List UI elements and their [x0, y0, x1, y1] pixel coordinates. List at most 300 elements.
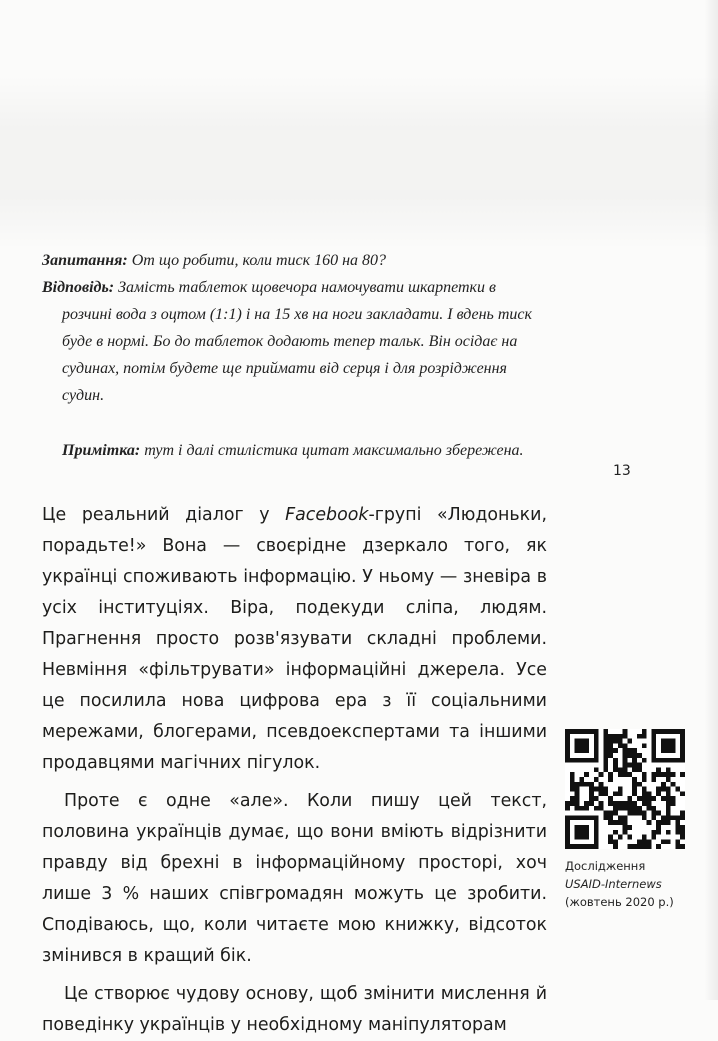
qr-module	[666, 739, 671, 744]
qr-module	[623, 753, 628, 758]
qr-module	[565, 820, 570, 825]
qr-module	[570, 796, 575, 801]
note-text: тут і далі стилістика цитат максимально збережена.	[140, 442, 524, 459]
qr-module	[575, 830, 580, 835]
qr-module	[666, 820, 671, 825]
qr-module	[594, 729, 599, 734]
qr-module	[623, 748, 628, 753]
page-number: 13	[613, 463, 631, 479]
qr-module	[618, 815, 623, 820]
qr-module	[575, 791, 580, 796]
qr-module	[608, 777, 613, 782]
qr-module	[651, 806, 656, 811]
qr-module	[603, 767, 608, 772]
qr-module	[666, 787, 671, 792]
qr-module	[647, 796, 652, 801]
qr-module	[603, 787, 608, 792]
qr-module	[632, 787, 637, 792]
qr-module	[579, 835, 584, 840]
qr-module	[579, 782, 584, 787]
qr-module	[666, 839, 671, 844]
qr-module	[575, 844, 580, 849]
answer-label: Відповідь:	[42, 279, 115, 296]
qr-module	[584, 835, 589, 840]
qr-module	[632, 763, 637, 768]
qr-module	[627, 772, 632, 777]
qr-module	[599, 787, 604, 792]
qr-module	[623, 830, 628, 835]
qr-module	[666, 777, 671, 782]
qr-module	[584, 830, 589, 835]
qr-module	[675, 825, 680, 830]
qr-module	[570, 815, 575, 820]
qr-module	[594, 758, 599, 763]
qr-module	[565, 753, 570, 758]
qr-module	[647, 820, 652, 825]
qr-module	[666, 830, 671, 835]
qr-module	[627, 844, 632, 849]
qr-module	[651, 815, 656, 820]
qr-module	[632, 748, 637, 753]
qr-module	[623, 820, 628, 825]
qr-module	[675, 844, 680, 849]
qr-module	[661, 815, 666, 820]
qr-module	[623, 767, 628, 772]
qr-module	[584, 748, 589, 753]
qr-module	[618, 787, 623, 792]
qr-module	[575, 801, 580, 806]
qr-module	[603, 811, 608, 816]
qr-module	[589, 782, 594, 787]
qr-module	[599, 782, 604, 787]
qr-module	[632, 844, 637, 849]
qr-module	[613, 820, 618, 825]
qr-module	[671, 729, 676, 734]
qr-module	[623, 758, 628, 763]
qr-module	[666, 796, 671, 801]
qr-module	[661, 743, 666, 748]
qr-module	[594, 820, 599, 825]
qr-module	[680, 748, 685, 753]
qr-module	[603, 739, 608, 744]
qr-module	[618, 772, 623, 777]
qr-module	[613, 801, 618, 806]
qr-module	[627, 806, 632, 811]
qr-module	[680, 844, 685, 849]
qr-module	[671, 815, 676, 820]
qr-module	[594, 777, 599, 782]
qr-module	[618, 743, 623, 748]
qr-module	[570, 782, 575, 787]
qr-module	[637, 839, 642, 844]
qr-module	[594, 739, 599, 744]
qr-module	[613, 734, 618, 739]
qr-caption-line1: Дослідження	[565, 859, 646, 873]
qr-module	[575, 782, 580, 787]
qr-module	[565, 806, 570, 811]
qr-module	[632, 806, 637, 811]
qr-module	[642, 835, 647, 840]
qr-module	[570, 844, 575, 849]
qr-module	[579, 844, 584, 849]
qr-module	[675, 820, 680, 825]
qr-module	[651, 748, 656, 753]
bleed-through-shade	[0, 75, 718, 250]
qr-module	[608, 748, 613, 753]
qr-module	[651, 753, 656, 758]
qr-module	[603, 763, 608, 768]
qr-module	[627, 801, 632, 806]
qr-module	[603, 748, 608, 753]
quote-answer	[42, 274, 547, 409]
qr-module	[632, 777, 637, 782]
qr-module	[570, 777, 575, 782]
qr-module	[637, 763, 642, 768]
qr-module	[613, 767, 618, 772]
qr-module	[575, 729, 580, 734]
qr-module	[642, 844, 647, 849]
qr-module	[656, 825, 661, 830]
qr-module	[579, 758, 584, 763]
qr-module	[642, 777, 647, 782]
qr-module	[584, 806, 589, 811]
qr-module	[642, 758, 647, 763]
qr-module	[603, 758, 608, 763]
qr-module	[647, 839, 652, 844]
question-text: От що робити, коли тиск 160 на 80?	[127, 252, 387, 269]
qr-module	[565, 739, 570, 744]
qr-module	[642, 839, 647, 844]
qr-module	[666, 791, 671, 796]
qr-module	[642, 734, 647, 739]
qr-module	[666, 811, 671, 816]
qr-module	[637, 734, 642, 739]
qr-module	[627, 753, 632, 758]
qr-module	[613, 830, 618, 835]
qr-module	[637, 782, 642, 787]
qr-module	[632, 791, 637, 796]
qr-module	[651, 739, 656, 744]
qr-module	[594, 815, 599, 820]
qr-module	[680, 758, 685, 763]
qr-module	[666, 772, 671, 777]
qr-module	[661, 839, 666, 844]
qr-module	[671, 782, 676, 787]
qr-module	[594, 825, 599, 830]
qr-module	[651, 830, 656, 835]
qr-module	[599, 801, 604, 806]
qr-module	[656, 811, 661, 816]
qr-module	[642, 791, 647, 796]
qr-module	[666, 743, 671, 748]
qr-module	[570, 801, 575, 806]
qr-module	[608, 815, 613, 820]
qr-module	[579, 830, 584, 835]
qr-module	[627, 811, 632, 816]
qr-module	[584, 825, 589, 830]
qr-module	[579, 806, 584, 811]
qr-module	[651, 835, 656, 840]
qr-module	[575, 758, 580, 763]
qr-module	[666, 815, 671, 820]
qr-module	[618, 739, 623, 744]
qr-module	[599, 806, 604, 811]
quote-question	[42, 247, 547, 274]
qr-module	[584, 739, 589, 744]
qr-module	[608, 772, 613, 777]
paragraph-3: Це створює чудову основу, щоб змінити мислення й поведінку українців у необхідному маніпуляторам	[42, 984, 547, 1035]
qr-module	[656, 758, 661, 763]
qr-module	[680, 791, 685, 796]
facebook-term: Facebook	[285, 505, 369, 525]
qr-module	[647, 844, 652, 849]
note-label: Примітка:	[62, 442, 141, 459]
qr-module	[579, 739, 584, 744]
qr-module	[675, 758, 680, 763]
qr-module	[570, 758, 575, 763]
qr-module	[565, 835, 570, 840]
p1-rest: -групі «Людоньки, порадьте!» Вона — своєрідне дзеркало того, як українці споживають інформацію. У ньому — зневіра в усіх інституціях. Віра, подекуди сліпа, людям. Прагнення просто розв'язувати складні проблеми. Невміння «фільтрувати» інформаційні джерела. Усе це посилила нова цифрова ера з її соціальними мережами, блогерами, псевдоекспертами та іншими продавцями магічних пігулок.	[42, 505, 547, 773]
qr-module	[637, 753, 642, 758]
qr-module	[589, 791, 594, 796]
qr-module	[570, 772, 575, 777]
qr-module	[603, 815, 608, 820]
qr-module	[651, 796, 656, 801]
qr-module	[570, 787, 575, 792]
qr-module	[603, 753, 608, 758]
qr-module	[608, 734, 613, 739]
qr-module	[656, 787, 661, 792]
qr-module	[623, 772, 628, 777]
qr-module	[618, 734, 623, 739]
qr-module	[680, 835, 685, 840]
qr-module	[599, 791, 604, 796]
qr-module	[608, 820, 613, 825]
qr-module	[584, 801, 589, 806]
qr-module	[651, 777, 656, 782]
qr-module	[579, 825, 584, 830]
qr-module	[637, 767, 642, 772]
qr-module	[671, 796, 676, 801]
qr-module	[575, 835, 580, 840]
qr-module	[661, 796, 666, 801]
qr-module	[680, 753, 685, 758]
qr-module	[637, 811, 642, 816]
qr-module	[675, 839, 680, 844]
qr-module	[584, 729, 589, 734]
qr-module	[565, 830, 570, 835]
qr-module	[661, 787, 666, 792]
qr-module	[603, 734, 608, 739]
qr-module	[618, 820, 623, 825]
qr-module	[608, 835, 613, 840]
qr-module	[680, 743, 685, 748]
qr-module	[675, 830, 680, 835]
qr-module	[627, 739, 632, 744]
qr-module	[656, 844, 661, 849]
qr-module	[647, 806, 652, 811]
qr-module	[594, 767, 599, 772]
qr-module	[618, 806, 623, 811]
qr-module	[642, 796, 647, 801]
qr-module	[608, 739, 613, 744]
qr-module	[608, 811, 613, 816]
paragraph-2: Проте є одне «але». Коли пишу цей текст, половина українців думає, що вони вміють відрізнити правду від брехні в інформаційному просторі, хоч лише 3 % наших співгромадян можуть це зробити. Сподіваюсь, що, коли читаєте мою книжку, відсоток змінився в кращий бік.	[42, 791, 547, 966]
qr-module	[647, 801, 652, 806]
qr-module	[603, 743, 608, 748]
qr-module	[642, 801, 647, 806]
page-edge-shadow	[704, 0, 718, 1000]
qr-module	[579, 729, 584, 734]
qr-module	[608, 743, 613, 748]
qr-module	[675, 787, 680, 792]
qr-module	[623, 743, 628, 748]
qr-module	[594, 839, 599, 844]
qr-module	[680, 830, 685, 835]
qr-module	[589, 801, 594, 806]
qr-module	[579, 748, 584, 753]
qr-module	[565, 729, 570, 734]
qr-module	[565, 825, 570, 830]
qr-module	[680, 825, 685, 830]
qr-module	[666, 748, 671, 753]
qr-module	[675, 729, 680, 734]
quote-note	[42, 437, 547, 464]
paragraph-1	[42, 500, 547, 779]
qr-module	[637, 796, 642, 801]
qr-caption-line3: (жовтень 2020 р.)	[565, 895, 674, 909]
qr-module	[584, 772, 589, 777]
qr-module	[565, 758, 570, 763]
qr-module	[618, 791, 623, 796]
qr-module	[651, 758, 656, 763]
p1-start: Це реальний діалог у	[42, 505, 286, 525]
qr-module	[608, 839, 613, 844]
qr-module	[575, 748, 580, 753]
qr-module	[651, 772, 656, 777]
qr-module	[671, 739, 676, 744]
qr-module	[661, 758, 666, 763]
qr-module	[656, 830, 661, 835]
qr-module	[671, 772, 676, 777]
qr-module	[565, 748, 570, 753]
qr-module	[594, 748, 599, 753]
qr-module	[632, 767, 637, 772]
qr-module	[594, 806, 599, 811]
qr-module	[589, 796, 594, 801]
qr-module	[680, 772, 685, 777]
qr-module	[594, 796, 599, 801]
qr-module	[613, 791, 618, 796]
qr-module	[680, 729, 685, 734]
qr-module	[651, 729, 656, 734]
qr-module	[565, 734, 570, 739]
qr-module	[627, 835, 632, 840]
qr-module	[594, 787, 599, 792]
qr-module	[565, 815, 570, 820]
qr-module	[613, 806, 618, 811]
qr-module	[613, 739, 618, 744]
qr-module	[642, 787, 647, 792]
qr-caption	[565, 857, 705, 911]
qr-module	[608, 796, 613, 801]
qr-module	[623, 734, 628, 739]
qr-module	[671, 801, 676, 806]
qr-module	[661, 729, 666, 734]
qr-module	[661, 772, 666, 777]
qr-module	[651, 811, 656, 816]
qr-module	[642, 743, 647, 748]
qr-module	[575, 806, 580, 811]
qr-module	[680, 739, 685, 744]
qr-module	[603, 791, 608, 796]
qr-module	[584, 743, 589, 748]
qr-module	[627, 796, 632, 801]
qr-code-image[interactable]	[565, 729, 685, 849]
qr-module	[594, 753, 599, 758]
qr-module	[584, 844, 589, 849]
qr-module	[565, 844, 570, 849]
qr-module	[618, 801, 623, 806]
qr-module	[589, 758, 594, 763]
qr-caption-line2: USAID-Internews	[565, 877, 662, 891]
qr-module	[632, 753, 637, 758]
qr-module	[671, 743, 676, 748]
qr-module	[584, 815, 589, 820]
qr-module	[656, 772, 661, 777]
qr-module	[575, 787, 580, 792]
qr-module	[589, 844, 594, 849]
qr-module	[623, 763, 628, 768]
qr-module	[613, 811, 618, 816]
qr-module	[666, 729, 671, 734]
qr-module	[589, 729, 594, 734]
qr-module	[594, 835, 599, 840]
qr-module	[584, 758, 589, 763]
qr-module	[632, 758, 637, 763]
qr-module	[589, 815, 594, 820]
qr-module	[627, 748, 632, 753]
qr-module	[575, 825, 580, 830]
qr-module	[594, 830, 599, 835]
qr-module	[565, 743, 570, 748]
qr-module	[599, 772, 604, 777]
qr-module	[565, 801, 570, 806]
qr-module	[608, 753, 613, 758]
qr-module	[661, 748, 666, 753]
qr-module	[661, 739, 666, 744]
qr-module	[627, 763, 632, 768]
question-label: Запитання:	[42, 252, 128, 269]
qr-module	[623, 815, 628, 820]
qr-module	[623, 806, 628, 811]
qr-module	[623, 801, 628, 806]
qr-module	[651, 743, 656, 748]
qr-module	[589, 787, 594, 792]
qr-module	[666, 758, 671, 763]
qr-module	[618, 835, 623, 840]
qr-module	[623, 825, 628, 830]
qr-module	[623, 729, 628, 734]
qr-module	[642, 811, 647, 816]
qr-module	[575, 815, 580, 820]
qr-module	[671, 758, 676, 763]
qr-module	[603, 729, 608, 734]
qr-module	[661, 782, 666, 787]
qr-module	[642, 772, 647, 777]
qr-module	[565, 839, 570, 844]
qr-module	[575, 796, 580, 801]
